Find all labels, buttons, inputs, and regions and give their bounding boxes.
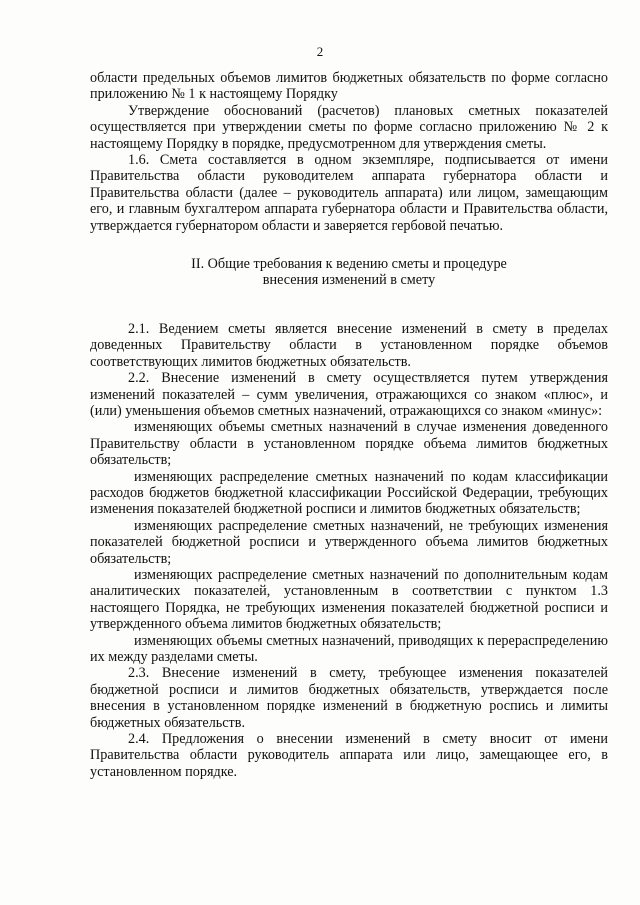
list-item-4: изменяющих распределение сметных назначений по дополнительным кодам аналитических показателей, установленным в соответствии с пунктом 1.3 настоящего Порядка, не требующих изменения показателей бюджетной росписи и утвержденного объема лимитов бюджетных обязательств; [90,566,608,633]
list-item-1: изменяющих объемы сметных назначений в случае изменения доведенного Правительству области в установленном порядке объема лимитов бюджетных обязательств; [90,419,608,469]
section-heading-line2: внесения изменений в смету [262,272,436,289]
list-item-2: изменяющих распределение сметных назначений по кодам классификации расходов бюджетов бюджетной классификации Российской Федерации, требующих изменения показателей бюджетной росписи и лимитов бюджетных обязательств; [90,468,608,518]
paragraph-2-1: 2.1. Ведением сметы является внесение изменений в смету в пределах доведенных Правительству области в установленном порядке объемов соответствующих лимитов бюджетных обязательств. [90,320,608,370]
document-body [90,70,608,780]
paragraph-2-4: 2.4. Предложения о внесении изменений в смету вносит от имени Правительства области руководитель аппарата или лицо, замещающее его, в установленном порядке. [90,731,608,780]
paragraph-2-3: 2.3. Внесение изменений в смету, требующее изменения показателей бюджетной росписи и лимитов бюджетных обязательств, утверждается после внесения в установленном порядке изменений в бюджетную роспись и лимиты бюджетных обязательств. [90,665,608,731]
list-item-5: изменяющих объемы сметных назначений, приводящих к перераспределению их между разделами сметы. [90,632,608,665]
paragraph-continuation: области предельных объемов лимитов бюджетных обязательств по форме согласно приложению № 1 к настоящему Порядку [90,70,608,103]
section-heading-line1: II. Общие требования к ведению сметы и процедуре [191,256,507,273]
paragraph-approval: Утверждение обоснований (расчетов) плановых сметных показателей осуществляется при утверждении сметы по форме согласно приложению № 2 к настоящему Порядку в порядке, предусмотренном для утверждения сметы. [90,102,608,152]
section-heading [90,256,608,289]
page-number: 2 [316,44,324,59]
spacer [90,311,608,321]
paragraph-2-2: 2.2. Внесение изменений в смету осуществляется путем утверждения изменений показателей – сумм увеличения, отражающихся со знаком «плюс», и (или) уменьшения объемов сметных назначений, отражающихся со знаком «минус»: [90,370,608,419]
list-item-3: изменяющих распределение сметных назначений, не требующих изменения показателей бюджетной росписи и утвержденного объема лимитов бюджетных обязательств; [90,517,608,567]
paragraph-1-6: 1.6. Смета составляется в одном экземпляре, подписывается от имени Правительства области руководителем аппарата губернатора области и Правительства области (далее – руководитель аппарата) или лицом, замещающим его, и главным бухгалтером аппарата губернатора области и Правительства области, утверждается губернатором области и заверяется гербовой печатью. [90,152,608,234]
